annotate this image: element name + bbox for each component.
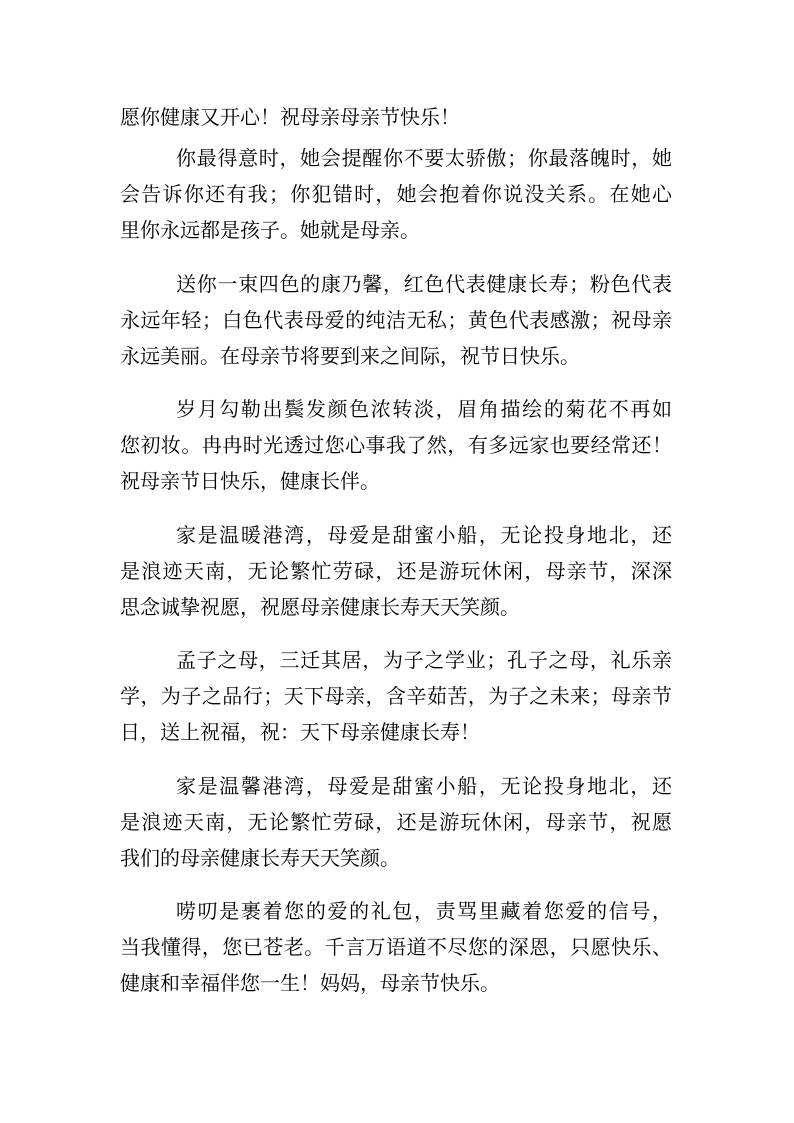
paragraph-line: 是浪迹天南，无论繁忙劳碌，还是游玩休闲，母亲节，祝愿: [120, 809, 672, 834]
paragraph: [120, 99, 672, 135]
paragraph-line: 送你一束四色的康乃馨，红色代表健康长寿；粉色代表: [176, 271, 672, 296]
paragraph-line: 孟子之母，三迁其居，为子之学业；孔子之母，礼乐亲: [176, 648, 672, 672]
paragraph-line: 家是温馨港湾，母爱是甜蜜小船，无论投身地北，还: [176, 773, 672, 798]
paragraph: [120, 517, 672, 625]
paragraph: [120, 266, 672, 374]
paragraph-line: 岁月勾勒出鬓发颜色浓转淡，眉角描绘的菊花不再如: [176, 397, 672, 421]
paragraph-line: 祝母亲节日快乐，健康长伴。: [120, 469, 380, 493]
paragraph-line: 您初妆。冉冉时光透过您心事我了然，有多远家也要经常还！: [120, 433, 672, 457]
paragraph-line: 日，送上祝福，祝：天下母亲健康长寿！: [120, 720, 480, 744]
paragraph-line: 我们的母亲健康长寿天天笑颜。: [120, 845, 400, 870]
paragraph: [120, 768, 672, 876]
paragraph-line: 里你永远都是孩子。她就是母亲。: [120, 218, 420, 242]
paragraph-line: 永远美丽。在母亲节将要到来之间际，祝节日快乐。: [120, 343, 580, 368]
paragraph-line: 是浪迹天南，无论繁忙劳碌，还是游玩休闲，母亲节，深深: [120, 558, 672, 583]
paragraph: [120, 642, 672, 750]
paragraph-line: 会告诉你还有我；你犯错时，她会抱着你说没关系。在她心: [120, 182, 672, 206]
paragraph-line: 唠叨是裹着您的爱的礼包，责骂里藏着您爱的信号，: [176, 899, 672, 923]
paragraph-line: 学，为子之品行；天下母亲，含辛茹苦，为子之未来；母亲节: [120, 684, 672, 708]
paragraph-line: 愿你健康又开心！祝母亲母亲节快乐！: [120, 105, 460, 129]
paragraph-line: 思念诚挚祝愿，祝愿母亲健康长寿天天笑颜。: [120, 594, 520, 619]
paragraph-line: 家是温暖港湾，母爱是甜蜜小船，无论投身地北，还: [176, 522, 672, 547]
paragraph-line: 你最得意时，她会提醒你不要太骄傲；你最落魄时，她: [176, 146, 672, 170]
paragraph-line: 永远年轻；白色代表母爱的纯洁无私；黄色代表感激；祝母亲: [120, 307, 672, 332]
paragraph-line: 健康和幸福伴您一生！妈妈，母亲节快乐。: [120, 971, 500, 995]
paragraph-line: 当我懂得，您已苍老。千言万语道不尽您的深恩，只愿快乐、: [120, 935, 672, 959]
paragraph: [120, 893, 672, 1001]
paragraph: [120, 140, 672, 248]
document-body: [120, 99, 672, 1001]
paragraph: [120, 391, 672, 499]
